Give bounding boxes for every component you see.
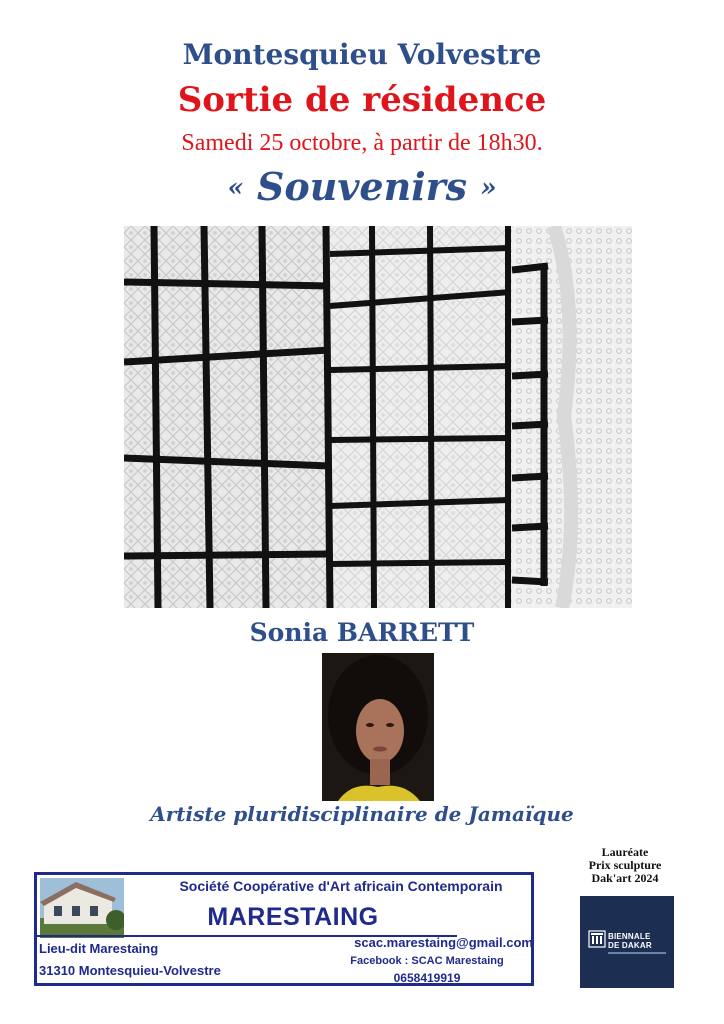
venue-address-line-2: 31310 Montesquieu-Volvestre: [39, 963, 221, 978]
biennale-line-1: BIENNALE: [608, 932, 651, 941]
artist-name: Sonia BARRETT: [249, 618, 475, 647]
artwork-photo: [124, 226, 632, 608]
event-headline: Sortie de résidence: [177, 80, 547, 120]
venue-email: scac.marestaing@gmail.com: [354, 935, 533, 950]
venue-box: [34, 872, 534, 986]
award-text: [560, 846, 690, 885]
quote-close: »: [480, 173, 497, 203]
biennale-tagline-bar: [608, 952, 666, 954]
venue-brand: MARESTAING: [207, 903, 379, 931]
cooperative-name: Société Coopérative d'Art africain Contemporain: [179, 878, 503, 894]
award-line-2: Prix sculpture: [588, 858, 662, 872]
venue-address-line-1: Lieu-dit Marestaing: [39, 941, 159, 956]
biennale-line-2: DE DAKAR: [608, 941, 652, 950]
biennale-emblem-icon: [588, 930, 606, 948]
work-title-text: Souvenirs: [256, 164, 468, 209]
quote-open: «: [227, 173, 244, 203]
event-date: Samedi 25 octobre, à partir de 18h30.: [181, 130, 543, 156]
award-line-1: Lauréate: [601, 845, 649, 859]
venue-phone: 0658419919: [393, 971, 461, 985]
event-location-title: Montesquieu Volvestre: [182, 38, 542, 71]
biennale-dakar-logo: [580, 896, 674, 988]
artist-role: Artiste pluridisciplinaire de Jamaïque: [150, 802, 574, 826]
award-line-3: Dak'art 2024: [591, 871, 659, 885]
venue-facebook: Facebook : SCAC Marestaing: [350, 955, 504, 967]
artist-portrait: [322, 653, 434, 801]
venue-photo: [40, 878, 124, 938]
biennale-name: [608, 932, 672, 950]
work-title: [0, 164, 724, 209]
